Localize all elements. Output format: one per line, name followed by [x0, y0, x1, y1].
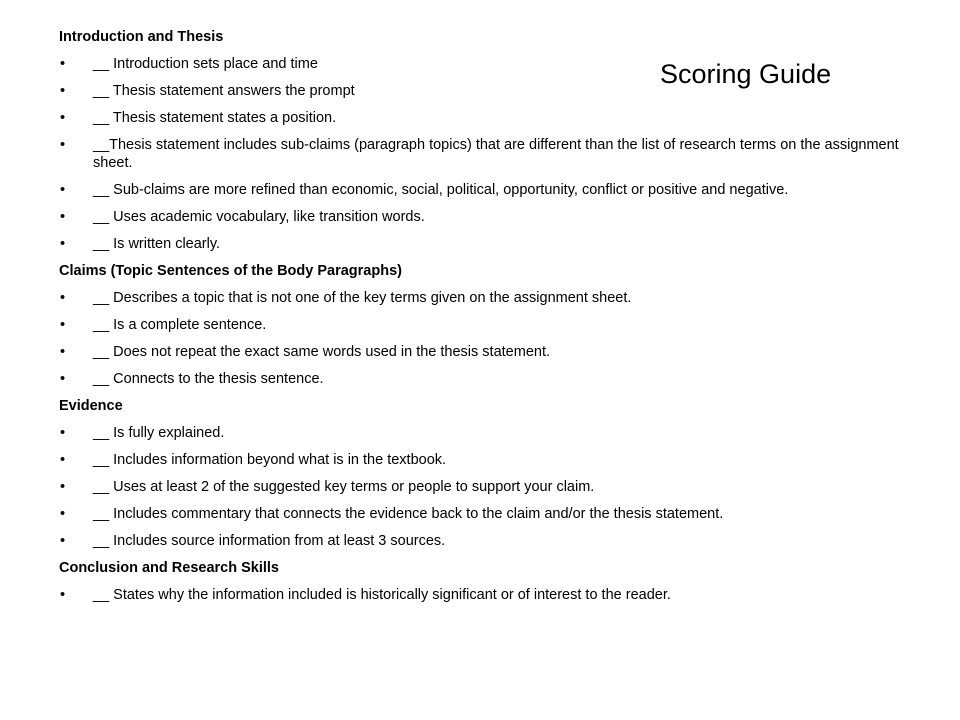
list-item: • __ Describes a topic that is not one of the key terms given on the assignment sheet. [59, 289, 939, 307]
list-item: • __ Does not repeat the exact same words used in the thesis statement. [59, 343, 939, 361]
list-item: • __ Includes commentary that connects the evidence back to the claim and/or the thesis statement. [59, 505, 939, 523]
list-item: • __Thesis statement includes sub-claims (paragraph topics) that are different than the list of research terms on the assignment sheet. [59, 136, 939, 172]
section-heading-introduction: Introduction and Thesis [59, 29, 224, 45]
list-item: • __ Includes information beyond what is in the textbook. [59, 451, 939, 469]
section-list-evidence [59, 424, 939, 550]
list-item: • __ Is a complete sentence. [59, 316, 939, 334]
list-item: • __ Thesis statement states a position. [59, 109, 939, 127]
list-item: • __ Is written clearly. [59, 235, 939, 253]
slide-title: Scoring Guide [660, 59, 832, 89]
section-heading-claims: Claims (Topic Sentences of the Body Paragraphs) [59, 263, 402, 279]
section-heading-conclusion: Conclusion and Research Skills [59, 560, 279, 576]
list-item: • __ Thesis statement answers the prompt [59, 82, 939, 100]
list-item: • __ Connects to the thesis sentence. [59, 370, 939, 388]
list-item: • __ Uses academic vocabulary, like transition words. [59, 208, 939, 226]
section-list-introduction [59, 55, 939, 253]
list-item: • __ Includes source information from at least 3 sources. [59, 532, 939, 550]
list-item: • __ States why the information included is historically significant or of interest to the reader. [59, 586, 939, 604]
list-item: • __ Sub-claims are more refined than economic, social, political, opportunity, conflict or positive and negative. [59, 181, 939, 199]
scoring-checklist [59, 28, 939, 613]
list-item: • __ Is fully explained. [59, 424, 939, 442]
section-list-conclusion [59, 586, 939, 604]
list-item: • __ Introduction sets place and time [59, 55, 939, 73]
section-list-claims [59, 289, 939, 388]
section-heading-evidence: Evidence [59, 398, 123, 414]
list-item: • __ Uses at least 2 of the suggested key terms or people to support your claim. [59, 478, 939, 496]
